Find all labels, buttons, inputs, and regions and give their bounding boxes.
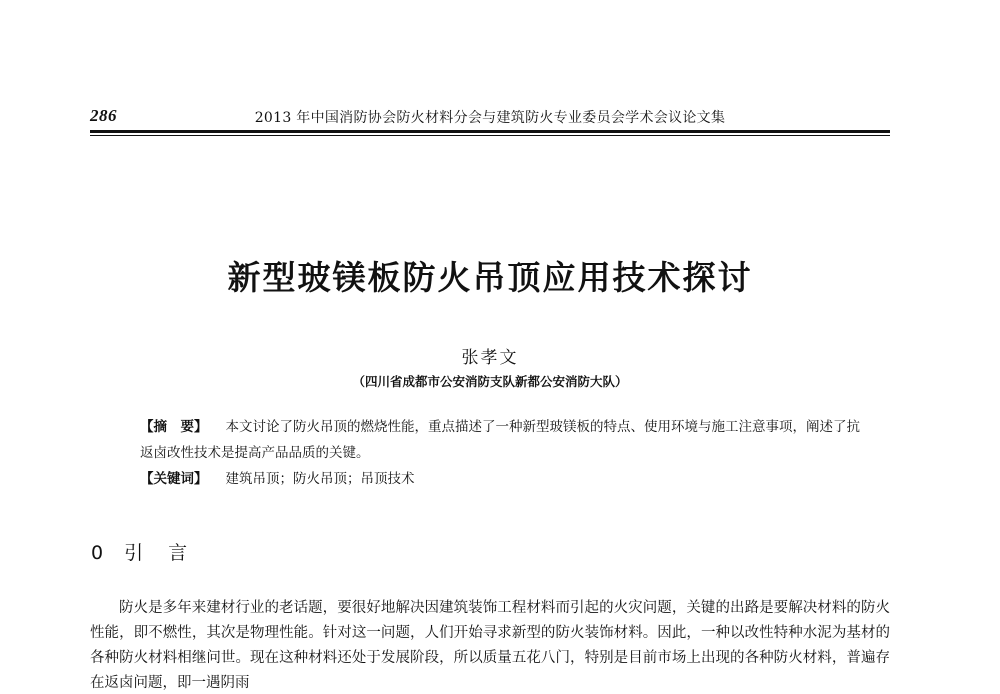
paper-title: 新型玻镁板防火吊顶应用技术探讨	[227, 258, 753, 297]
abstract-text: 本文讨论了防火吊顶的燃烧性能，重点描述了一种新型玻镁板的特点、使用环境与施工注意事项，阐述了抗返卤改性技术是提高产品品质的关键。	[140, 419, 860, 461]
author-affiliation: （四川省成都市公安消防支队新都公安消防大队）	[352, 374, 628, 389]
abstract-block	[140, 414, 860, 492]
author-name: 张孝文	[461, 348, 519, 368]
keywords-label: 【关键词】	[140, 471, 208, 487]
keywords	[140, 466, 860, 492]
page-number: 286	[90, 106, 117, 125]
journal-title: 2013 年中国消防协会防火材料分会与建筑防火专业委员会学术会议论文集	[254, 110, 726, 126]
body-paragraph: 防火是多年来建材行业的老话题，要很好地解决因建筑装饰工程材料而引起的火灾问题，关键的出路是要解决材料的防火性能，即不燃性，其次是物理性能。针对这一问题，人们开始寻求新型的防火装饰材料。因此，一种以改性特种水泥为基材的各种防火材料相继问世。现在这种材料还处于发展阶段，所以质量五花八门，特别是目前市场上出现的各种防火材料，普遍存在返卤问题，即一遇阴雨	[90, 600, 890, 691]
keywords-text: 建筑吊顶；防火吊顶；吊顶技术	[225, 471, 415, 487]
section-heading	[91, 538, 190, 565]
header-rule-thick	[90, 130, 890, 133]
running-header	[90, 104, 890, 130]
header-rule-thin	[90, 135, 890, 136]
abstract-label: 【摘 要】	[140, 419, 208, 435]
section-number: 0	[91, 542, 107, 564]
abstract	[140, 414, 860, 466]
section-title: 引 言	[124, 542, 191, 564]
